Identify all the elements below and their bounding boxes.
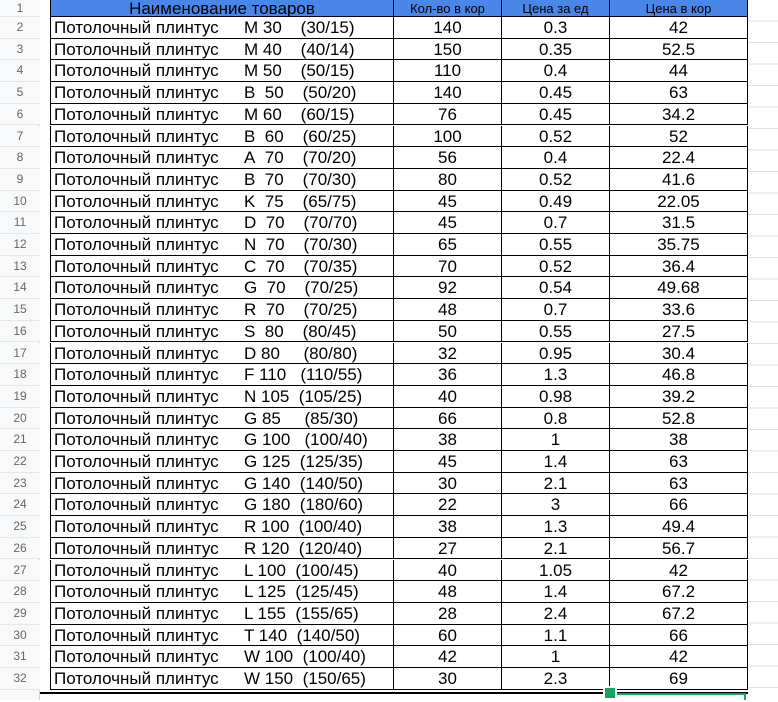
row-number[interactable]: 15 <box>0 299 40 321</box>
cell-name[interactable] <box>50 299 394 321</box>
cell-name[interactable] <box>50 494 394 516</box>
cell-box[interactable]: 49.68 <box>610 277 748 299</box>
cell-qty[interactable]: 60 <box>394 625 502 647</box>
row-number[interactable]: 19 <box>0 386 40 408</box>
product-type: Потолочный плинтус <box>54 669 219 688</box>
header-box-price[interactable]: Цена в кор <box>610 0 748 17</box>
product-model: В 70 (70/30) <box>244 169 357 189</box>
cell-name[interactable] <box>50 169 394 191</box>
cell-box[interactable]: 52.5 <box>610 39 748 61</box>
product-type: Потолочный плинтус <box>54 235 219 254</box>
cell-qty[interactable]: 32 <box>394 343 502 365</box>
row-number[interactable]: 25 <box>0 516 40 538</box>
cell-box[interactable]: 22.05 <box>610 191 748 213</box>
product-model: D 80 (80/80) <box>244 343 358 363</box>
cell-box[interactable]: 63 <box>610 451 748 473</box>
product-model: R 120 (120/40) <box>244 538 363 558</box>
cell-unit[interactable]: 2.1 <box>502 538 610 560</box>
cell-qty[interactable]: 76 <box>394 104 502 126</box>
product-type: Потолочный плинтус <box>54 83 219 103</box>
cell-name[interactable] <box>50 581 394 603</box>
row-number[interactable]: 18 <box>0 364 40 386</box>
cell-qty[interactable]: 65 <box>394 234 502 256</box>
cell-qty[interactable]: 22 <box>394 494 502 516</box>
product-model: G 70 (70/25) <box>244 278 359 298</box>
cell-unit[interactable]: 0.54 <box>502 277 610 299</box>
cell-box[interactable]: 31.5 <box>610 212 748 234</box>
product-model: N 70 (70/30) <box>244 235 358 254</box>
product-type: Потолочный плинтус <box>54 603 219 623</box>
cell-unit[interactable]: 0.45 <box>502 104 610 126</box>
row-number[interactable]: 13 <box>0 256 40 278</box>
row-number[interactable]: 1 <box>0 0 40 17</box>
row-number[interactable]: 20 <box>0 408 40 430</box>
row-number[interactable]: 10 <box>0 191 40 213</box>
cell-box[interactable]: 22.4 <box>610 147 748 169</box>
cell-unit[interactable]: 0.45 <box>502 82 610 104</box>
product-model: N 105 (105/25) <box>244 386 363 406</box>
product-model: D 70 (70/70) <box>244 213 358 233</box>
cell-unit[interactable]: 2.1 <box>502 473 610 495</box>
cell-name[interactable] <box>50 212 394 234</box>
product-type: Потолочный плинтус <box>54 126 219 146</box>
row-number[interactable]: 3 <box>0 39 40 61</box>
product-model: F 110 (110/55) <box>244 365 363 385</box>
row-number[interactable]: 12 <box>0 234 40 256</box>
product-type: Потолочный плинтус <box>54 18 219 37</box>
row-number[interactable]: 14 <box>0 277 40 299</box>
cell-unit[interactable]: 0.52 <box>502 126 610 148</box>
cell-qty[interactable]: 40 <box>394 560 502 582</box>
cell-unit[interactable]: 0.49 <box>502 191 610 213</box>
row-number[interactable]: 27 <box>0 560 40 582</box>
row-number[interactable]: 2 <box>0 17 40 39</box>
cell-name[interactable] <box>50 364 394 386</box>
header-qty[interactable]: Кол-во в кор <box>394 0 502 17</box>
cell-box[interactable]: 27.5 <box>610 321 748 343</box>
cell-qty[interactable]: 45 <box>394 451 502 473</box>
product-type: Потолочный плинтус <box>54 560 219 580</box>
cell-box[interactable]: 67.2 <box>610 603 748 625</box>
cell-name[interactable] <box>50 386 394 408</box>
cell-qty[interactable]: 56 <box>394 147 502 169</box>
cell-unit[interactable]: 0.98 <box>502 386 610 408</box>
product-type: Потолочный плинтус <box>54 538 219 558</box>
product-model: L 155 (155/65) <box>244 603 359 623</box>
row-number[interactable]: 22 <box>0 451 40 473</box>
cell-name[interactable] <box>50 60 394 82</box>
cell-unit[interactable]: 0.8 <box>502 408 610 430</box>
product-type: Потолочный плинтус <box>54 191 219 211</box>
cell-name[interactable] <box>50 277 394 299</box>
product-model: S 80 (80/45) <box>244 321 357 341</box>
cell-qty[interactable]: 42 <box>394 646 502 668</box>
cell-qty[interactable]: 40 <box>394 386 502 408</box>
row-number[interactable]: 26 <box>0 538 40 560</box>
cell-box[interactable]: 63 <box>610 473 748 495</box>
cell-qty[interactable]: 70 <box>394 256 502 278</box>
row-number[interactable]: 30 <box>0 625 40 647</box>
product-type: Потолочный плинтус <box>54 278 219 298</box>
product-type: Потолочный плинтус <box>54 582 219 602</box>
cell-name[interactable] <box>50 625 394 647</box>
cell-box[interactable]: 56.7 <box>610 538 748 560</box>
product-type: Потолочный плинтус <box>54 343 219 363</box>
product-model: М 60 (60/15) <box>244 104 355 124</box>
cell-unit[interactable]: 0.4 <box>502 147 610 169</box>
product-model: G 140 (140/50) <box>244 473 364 493</box>
cell-name[interactable] <box>50 82 394 104</box>
cell-unit[interactable]: 0.95 <box>502 343 610 365</box>
cell-box[interactable]: 39.2 <box>610 386 748 408</box>
cell-unit[interactable]: 1.3 <box>502 364 610 386</box>
product-model: L 100 (100/45) <box>244 560 359 580</box>
cell-box[interactable]: 44 <box>610 60 748 82</box>
cell-unit[interactable]: 0.35 <box>502 39 610 61</box>
cell-unit[interactable]: 1.05 <box>502 560 610 582</box>
product-type: Потолочный плинтус <box>54 213 219 233</box>
cell-name[interactable] <box>50 429 394 451</box>
cell-unit[interactable]: 0.7 <box>502 299 610 321</box>
cell-unit[interactable]: 1.4 <box>502 451 610 473</box>
cell-qty[interactable]: 140 <box>394 17 502 39</box>
cell-qty[interactable]: 150 <box>394 39 502 61</box>
header-unit-price[interactable]: Цена за ед <box>502 0 610 17</box>
product-model: G 180 (180/60) <box>244 495 364 515</box>
selection-fill-handle[interactable] <box>603 686 617 700</box>
cell-qty[interactable]: 140 <box>394 82 502 104</box>
product-model: М 50 (50/15) <box>244 61 355 81</box>
cell-qty[interactable]: 100 <box>394 126 502 148</box>
cell-qty[interactable]: 27 <box>394 538 502 560</box>
product-type: Потолочный плинтус <box>54 452 219 471</box>
cell-box[interactable]: 41.6 <box>610 169 748 191</box>
product-type: Потолочный плинтус <box>54 256 219 276</box>
cell-box[interactable]: 66 <box>610 494 748 516</box>
product-model: T 140 (140/50) <box>244 625 360 645</box>
cell-box[interactable]: 52.8 <box>610 408 748 430</box>
row-number[interactable]: 29 <box>0 603 40 625</box>
product-model: G 100 (100/40) <box>244 430 368 450</box>
cell-box[interactable]: 63 <box>610 82 748 104</box>
cell-unit[interactable]: 1.4 <box>502 581 610 603</box>
product-type: Потолочный плинтус <box>54 625 219 645</box>
product-model: М 30 (30/15) <box>244 18 355 37</box>
product-model: R 100 (100/40) <box>244 517 363 537</box>
cell-qty[interactable]: 80 <box>394 169 502 191</box>
product-model: L 125 (125/45) <box>244 582 359 602</box>
row-number[interactable]: 24 <box>0 494 40 516</box>
row-number[interactable]: 4 <box>0 60 40 82</box>
cell-name[interactable] <box>50 234 394 256</box>
cell-qty[interactable]: 38 <box>394 516 502 538</box>
cell-box[interactable]: 34.2 <box>610 104 748 126</box>
cell-name[interactable] <box>50 256 394 278</box>
product-model: W 150 (150/65) <box>244 669 366 688</box>
row-number[interactable]: 32 <box>0 668 40 690</box>
row-number[interactable]: 28 <box>0 581 40 603</box>
cell-qty[interactable]: 92 <box>394 277 502 299</box>
product-type: Потолочный плинтус <box>54 430 219 450</box>
cell-unit[interactable]: 0.55 <box>502 234 610 256</box>
row-number[interactable]: 6 <box>0 104 40 126</box>
cell-qty[interactable]: 45 <box>394 191 502 213</box>
cell-name[interactable] <box>50 538 394 560</box>
row-number[interactable]: 9 <box>0 169 40 191</box>
cell-name[interactable] <box>50 17 394 39</box>
product-model: G 85 (85/30) <box>244 408 359 428</box>
cell-unit[interactable]: 1 <box>502 429 610 451</box>
product-type: Потолочный плинтус <box>54 365 219 385</box>
cell-name[interactable] <box>50 321 394 343</box>
row-number[interactable]: 7 <box>0 126 40 148</box>
cell-name[interactable] <box>50 191 394 213</box>
row-number[interactable]: 31 <box>0 646 40 668</box>
product-type: Потолочный плинтус <box>54 321 219 341</box>
cell-box[interactable]: 52 <box>610 126 748 148</box>
cell-box[interactable]: 46.8 <box>610 364 748 386</box>
cell-qty[interactable]: 36 <box>394 364 502 386</box>
product-model: W 100 (100/40) <box>244 647 366 667</box>
cell-box[interactable]: 35.75 <box>610 234 748 256</box>
cell-unit[interactable]: 2.3 <box>502 668 610 690</box>
product-type: Потолочный плинтус <box>54 169 219 189</box>
cell-qty[interactable]: 48 <box>394 299 502 321</box>
cell-name[interactable] <box>50 147 394 169</box>
cell-qty[interactable]: 110 <box>394 60 502 82</box>
cell-unit[interactable]: 1.3 <box>502 516 610 538</box>
cell-box[interactable]: 49.4 <box>610 516 748 538</box>
cell-box[interactable]: 33.6 <box>610 299 748 321</box>
cell-unit[interactable]: 1 <box>502 646 610 668</box>
cell-name[interactable] <box>50 343 394 365</box>
product-model: R 70 (70/25) <box>244 300 358 320</box>
product-type: Потолочный плинтус <box>54 408 219 428</box>
row-number[interactable]: 11 <box>0 212 40 234</box>
cell-qty[interactable]: 66 <box>394 408 502 430</box>
row-number[interactable]: 16 <box>0 321 40 343</box>
cell-selection[interactable] <box>610 693 746 700</box>
product-type: Потолочный плинтус <box>54 104 219 124</box>
product-type: Потолочный плинтус <box>54 647 219 667</box>
product-model: В 50 (50/20) <box>244 83 357 103</box>
cell-qty[interactable]: 48 <box>394 581 502 603</box>
product-type: Потолочный плинтус <box>54 495 219 515</box>
product-type: Потолочный плинтус <box>54 517 219 537</box>
product-type: Потолочный плинтус <box>54 386 219 406</box>
row-number[interactable]: 17 <box>0 343 40 365</box>
cell-name[interactable] <box>50 473 394 495</box>
cell-qty[interactable]: 45 <box>394 212 502 234</box>
cell-box[interactable]: 38 <box>610 429 748 451</box>
cell-unit[interactable]: 0.55 <box>502 321 610 343</box>
cell-box[interactable]: 42 <box>610 560 748 582</box>
cell-name[interactable] <box>50 451 394 473</box>
cell-name[interactable] <box>50 126 394 148</box>
row-number[interactable]: 5 <box>0 82 40 104</box>
row-number[interactable]: 8 <box>0 147 40 169</box>
cell-box[interactable]: 69 <box>610 668 748 690</box>
cell-box[interactable]: 67.2 <box>610 581 748 603</box>
product-type: Потолочный плинтус <box>54 39 219 59</box>
cell-name[interactable] <box>50 39 394 61</box>
cell-qty[interactable]: 38 <box>394 429 502 451</box>
product-model: K 75 (65/75) <box>244 191 357 211</box>
cell-unit[interactable]: 0.52 <box>502 256 610 278</box>
cell-name[interactable] <box>50 408 394 430</box>
cell-qty[interactable]: 30 <box>394 473 502 495</box>
cell-name[interactable] <box>50 603 394 625</box>
product-type: Потолочный плинтус <box>54 61 219 81</box>
cell-qty[interactable]: 50 <box>394 321 502 343</box>
cell-name[interactable] <box>50 104 394 126</box>
product-model: G 125 (125/35) <box>244 452 364 471</box>
row-number[interactable]: 23 <box>0 473 40 495</box>
cell-name[interactable] <box>50 560 394 582</box>
cell-name[interactable] <box>50 646 394 668</box>
product-type: Потолочный плинтус <box>54 148 219 168</box>
cell-box[interactable]: 42 <box>610 646 748 668</box>
row-number[interactable]: 21 <box>0 429 40 451</box>
cell-unit[interactable]: 0.3 <box>502 17 610 39</box>
cell-box[interactable]: 30.4 <box>610 343 748 365</box>
empty-column-area <box>748 0 778 700</box>
product-type: Потолочный плинтус <box>54 473 219 493</box>
cell-unit[interactable]: 0.7 <box>502 212 610 234</box>
cell-unit[interactable]: 3 <box>502 494 610 516</box>
product-model: В 60 (60/25) <box>244 126 357 146</box>
cell-qty[interactable]: 30 <box>394 668 502 690</box>
cell-unit[interactable]: 0.52 <box>502 169 610 191</box>
cell-name[interactable] <box>50 668 394 690</box>
cell-qty[interactable]: 28 <box>394 603 502 625</box>
cell-unit[interactable]: 2.4 <box>502 603 610 625</box>
header-name[interactable]: Наименование товаров <box>50 0 394 17</box>
product-model: С 70 (70/35) <box>244 256 358 276</box>
cell-box[interactable]: 36.4 <box>610 256 748 278</box>
product-type: Потолочный плинтус <box>54 300 219 320</box>
product-model: М 40 (40/14) <box>244 39 355 59</box>
cell-box[interactable]: 66 <box>610 625 748 647</box>
product-model: А 70 (70/20) <box>244 148 357 168</box>
cell-unit[interactable]: 0.4 <box>502 60 610 82</box>
cell-name[interactable] <box>50 516 394 538</box>
cell-box[interactable]: 42 <box>610 17 748 39</box>
cell-unit[interactable]: 1.1 <box>502 625 610 647</box>
